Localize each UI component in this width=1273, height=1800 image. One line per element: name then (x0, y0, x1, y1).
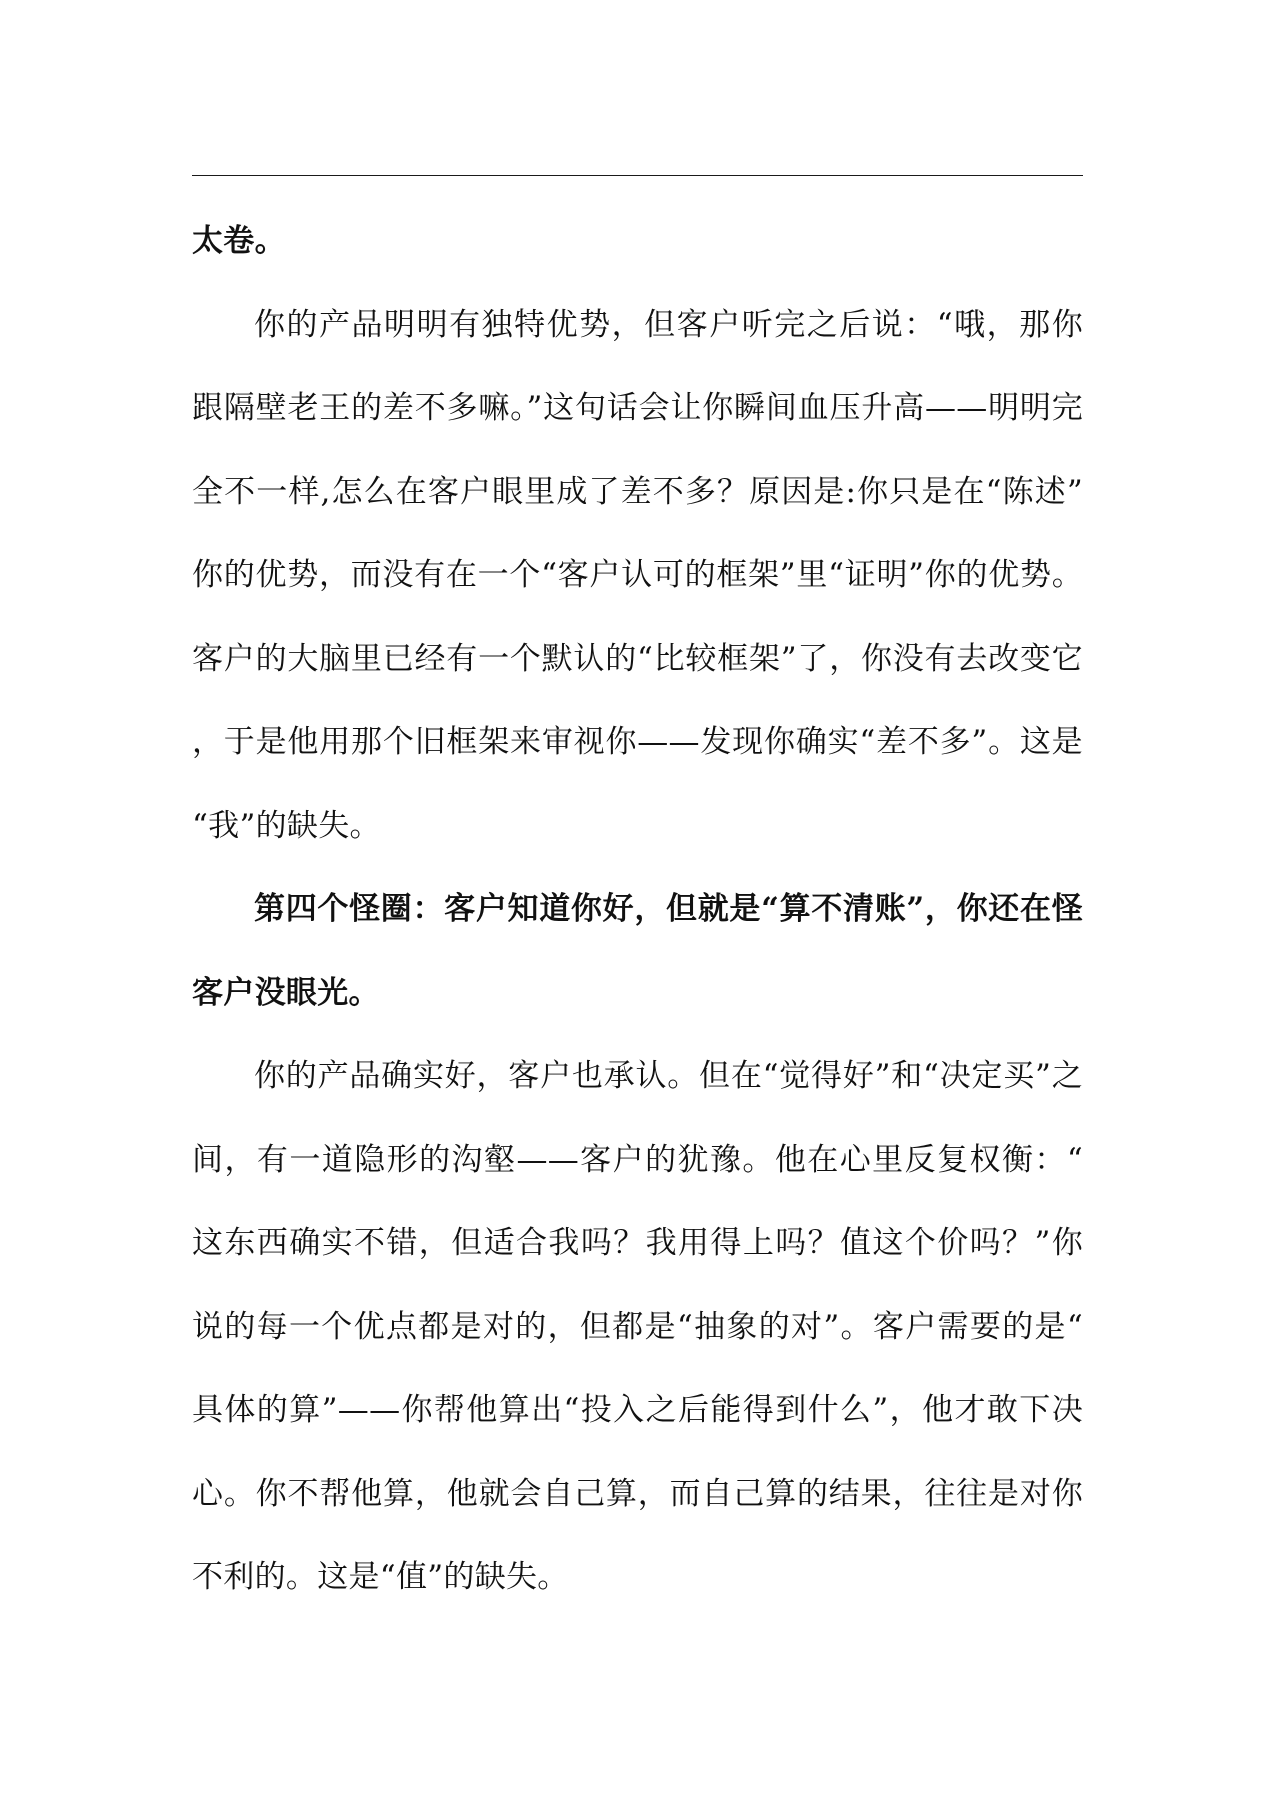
paragraph-fourth-trap-body: 你的产品确实好，客户也承认。但在“觉得好”和“决定买”之间，有一道隐形的沟壑——客户的犹豫。他在心里反复权衡：“这东西确实不错，但适合我吗？我用得上吗？值这个价吗？”你说的每一个优点都是对的，但都是“抽象的对”。客户需要的是“具体的算”——你帮他算出“投入之后能得到什么”，他才敢下决心。你不帮他算，他就会自己算，而自己算的结果，往往是对你不利的。这是“值”的缺失。 (192, 1058, 1083, 1595)
paragraph-third-trap-body: 你的产品明明有独特优势，但客户听完之后说：“哦，那你跟隔壁老王的差不多嘛。”这句话会让你瞬间血压升高——明明完全不一样,怎么在客户眼里成了差不多？原因是:你只是在“陈述”你的优势，而没有在一个“客户认可的框架”里“证明”你的优势。客户的大脑里已经有一个默认的“比较框架”了，你没有去改变它，于是他用那个旧框架来审视你——发现你确实“差不多”。这是“我”的缺失。 (192, 306, 1083, 844)
document-body (192, 200, 1083, 1620)
header-rule (192, 175, 1083, 176)
paragraph-continuation: 太卷。 (192, 223, 286, 259)
paragraph-fourth-trap-heading: 第四个怪圈：客户知道你好，但就是“算不清账”，你还在怪客户没眼光。 (192, 891, 1083, 1011)
